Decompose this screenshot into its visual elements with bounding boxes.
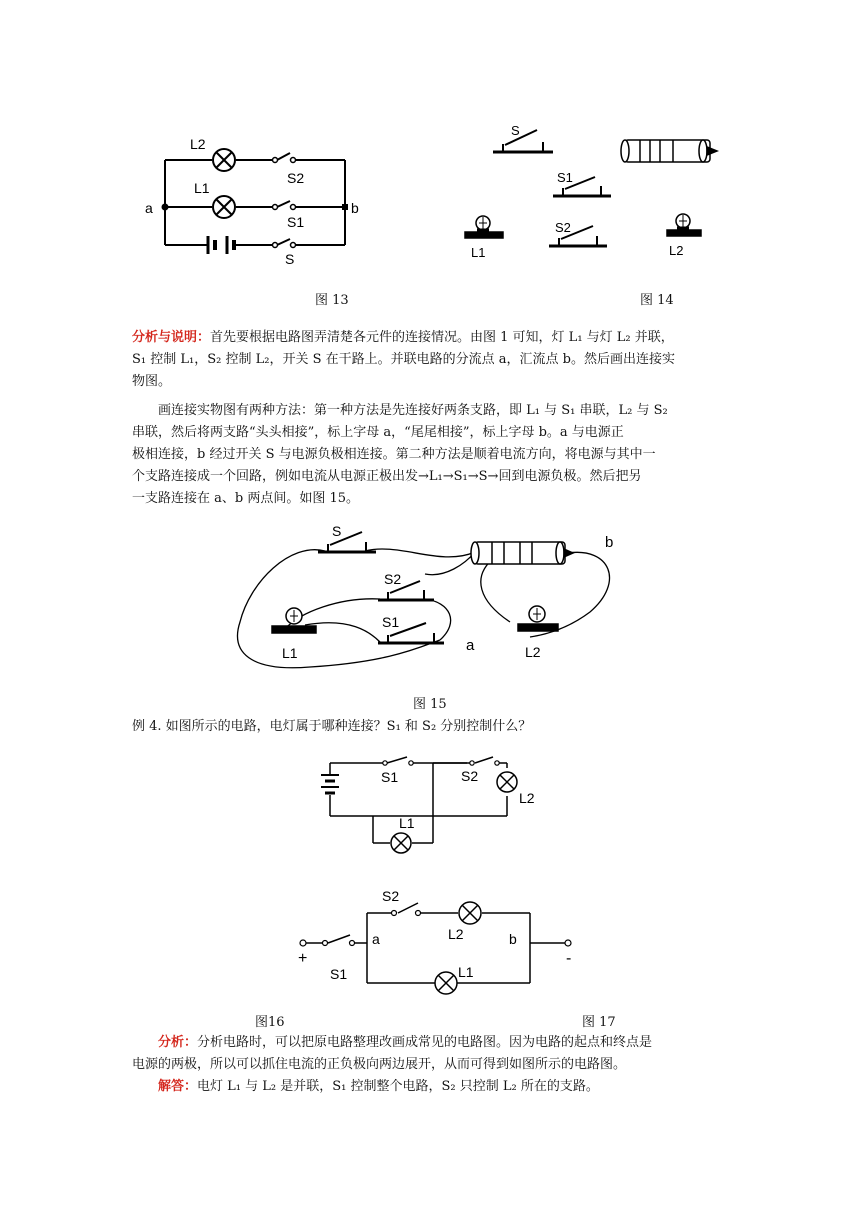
fig15-label-s2: S2 — [384, 571, 402, 587]
label-s1: S1 — [557, 170, 573, 185]
label-l2: L2 — [190, 136, 206, 152]
switch-s-drawing — [493, 130, 553, 152]
label-s2: S2 — [555, 220, 571, 235]
fig15-node-a: a — [466, 637, 475, 654]
figure-15-caption: 图 15 — [413, 697, 447, 712]
fig17-positive-terminal: + — [298, 950, 308, 967]
method-line-1: 画连接实物图有两种方法：第一种方法是先连接好两条支路，即 L₁ 与 S₁ 串联，L₂ 与 S₂ — [158, 403, 668, 418]
fig15-switch-s — [318, 532, 376, 552]
fig17-lamp-l2 — [459, 902, 481, 924]
figure-17-caption: 图 17 — [582, 1015, 616, 1030]
battery-symbol — [208, 236, 234, 254]
fig17-label-l2: L2 — [448, 926, 464, 942]
fig16-label-s1: S1 — [381, 769, 399, 785]
figure-14-components — [455, 120, 735, 275]
fig16-label-s2: S2 — [461, 768, 479, 784]
figure-14-caption: 图 14 — [640, 293, 674, 308]
fig16-label-l2: L2 — [519, 790, 535, 806]
fig15-label-s: S — [332, 523, 342, 539]
fig15-lamp-l2 — [518, 606, 558, 631]
fig17-lamp-l1 — [435, 972, 457, 994]
node-b: b — [351, 200, 359, 216]
fig15-label-s1: S1 — [382, 614, 400, 630]
analysis-line-2: S₁ 控制 L₁，S₂ 控制 L₂，开关 S 在干路上。并联电路的分流点 a，汇流点 b。然后画出连接实 — [132, 352, 675, 367]
figure-13-circuit — [140, 125, 370, 280]
method-line-2: 串联，然后将两支路“头头相接”，标上字母 a，“尾尾相接”，标上字母 b。a 与电源正 — [132, 425, 624, 440]
figure-16-circuit — [315, 750, 545, 860]
analysis-label: 分析与说明： — [132, 330, 211, 345]
fig15-node-b: b — [605, 534, 614, 551]
lamp-l1-drawing — [465, 216, 503, 238]
label-s: S — [285, 251, 295, 267]
analysis-2-paragraph — [132, 1032, 736, 1098]
lamp-l1-symbol — [213, 196, 235, 218]
method-line-5: 一支路连接在 a、b 两点间。如图 15。 — [132, 491, 360, 506]
label-l1: L1 — [194, 180, 210, 196]
fig17-negative-terminal: - — [566, 950, 572, 967]
answer-label: 解答： — [158, 1079, 198, 1094]
analysis-2-line-2: 电源的两极，所以可以抓住电流的正负极向两边展开，从而可得到如图所示的电路图。 — [132, 1057, 627, 1072]
figure-13-caption: 图 13 — [315, 293, 349, 308]
fig16-battery — [321, 775, 339, 793]
answer-text: 电灯 L₁ 与 L₂ 是并联，S₁ 控制整个电路，S₂ 只控制 L₂ 所在的支路。 — [197, 1079, 599, 1094]
fig17-node-a: a — [372, 931, 380, 947]
fig16-label-l1: L1 — [399, 815, 415, 831]
lamp-l2-symbol — [213, 149, 235, 171]
method-paragraph — [132, 400, 736, 510]
lamp-l2-drawing — [667, 214, 701, 236]
node-a: a — [145, 200, 153, 216]
fig17-label-l1: L1 — [458, 964, 474, 980]
figure-16-caption: 图16 — [255, 1015, 285, 1030]
label-s1: S1 — [287, 214, 305, 230]
figure-17-circuit — [290, 885, 590, 1000]
method-line-3: 极相连接，b 经过开关 S 与电源负极相连接。第二种方法是顺着电流方向，将电源与其中一 — [132, 447, 656, 462]
label-s2: S2 — [287, 170, 305, 186]
analysis-line-3: 物图。 — [132, 374, 172, 389]
fig17-label-s1: S1 — [330, 966, 348, 982]
analysis-2-label: 分析： — [158, 1035, 198, 1050]
battery-cell-drawing — [621, 140, 717, 162]
analysis-2-line-1: 分析电路时，可以把原电路整理改画成常见的电路图。因为电路的起点和终点是 — [197, 1035, 653, 1050]
figure-15-wiring — [230, 522, 650, 682]
fig15-label-l1: L1 — [282, 645, 298, 661]
analysis-line-1: 首先要根据电路图弄清楚各元件的连接情况。由图 1 可知，灯 L₁ 与灯 L₂ 并联， — [210, 330, 674, 345]
example-4-question: 例 4. 如图所示的电路，电灯属于哪种连接？S₁ 和 S₂ 分别控制什么？ — [132, 719, 532, 734]
label-l1: L1 — [471, 245, 486, 260]
method-line-4: 个支路连接成一个回路，例如电流从电源正极出发→L₁→S₁→S→回到电源负极。然后把另 — [132, 469, 642, 484]
fig16-lamp-l2 — [497, 772, 517, 792]
fig17-label-s2: S2 — [382, 888, 400, 904]
fig15-battery — [471, 542, 573, 564]
label-s: S — [511, 123, 520, 138]
label-l2: L2 — [669, 243, 684, 258]
fig15-label-l2: L2 — [525, 644, 541, 660]
fig16-lamp-l1 — [391, 833, 411, 853]
analysis-paragraph — [132, 327, 736, 393]
fig17-node-b: b — [509, 931, 517, 947]
